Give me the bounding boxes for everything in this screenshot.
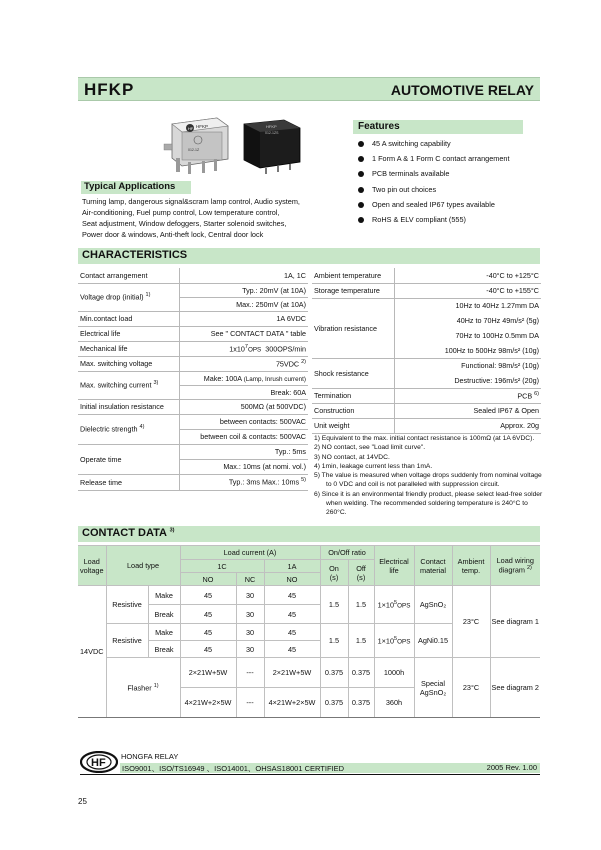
on-cell: 0.375 — [320, 688, 348, 718]
header-nc: NC — [236, 573, 264, 586]
header-on: On (s) — [320, 560, 348, 586]
load-voltage-cell: 14VDC — [78, 586, 106, 718]
current-nc-cell: --- — [236, 688, 264, 718]
contact-data-title: CONTACT DATA $^{3)}$ — [82, 527, 175, 539]
header-load-type: Load type — [106, 546, 180, 586]
row-value: -40°C to +155°C — [394, 283, 541, 298]
off-cell: 1.5 — [348, 586, 374, 624]
row-value: 1A 6VDC — [179, 311, 308, 326]
bullet-icon — [358, 187, 364, 193]
row-label: Vibration resistance — [312, 298, 394, 358]
current-no-cell: 4×21W+2×5W — [180, 688, 236, 718]
current-nc-cell: 30 — [236, 586, 264, 605]
header-electrical-life: Electrical life — [374, 546, 414, 586]
bullet-icon — [358, 156, 364, 162]
diagram-cell: See diagram 2 — [490, 658, 540, 718]
relay1-part: 012-1Z — [188, 148, 200, 152]
current-no1a-cell: 45 — [264, 624, 320, 641]
current-nc-cell: --- — [236, 658, 264, 688]
off-cell: 1.5 — [348, 624, 374, 658]
note-item: 6) Since it is an environmental friendly product, please select lead-free solder when welding. The recommended soldering temperature is 240°C to 260°C. — [314, 490, 543, 517]
life-cell: $1\times 10^5OPS$ — [374, 586, 414, 624]
row-value: Max.: 10ms (at nomi. vol.) — [179, 459, 308, 474]
note-item: 4) 1min, leakage current less than 1mA. — [314, 462, 433, 470]
load-subtype-cell: Make — [148, 586, 180, 605]
feature-item: Two pin out choices — [358, 184, 543, 199]
characteristics-table-left — [78, 268, 308, 491]
row-value: Functional: 98m/s² (10g) — [461, 361, 539, 371]
current-no-cell: 45 — [180, 641, 236, 658]
bullet-icon — [358, 202, 364, 208]
material-cell: AgSnO₂ — [414, 586, 452, 624]
off-cell: 0.375 — [348, 658, 374, 688]
row-label: Shock resistance — [312, 358, 394, 388]
header-1c: 1C — [180, 560, 264, 573]
row-label: Ambient temperature — [312, 268, 394, 283]
temp-cell: 23°C — [452, 586, 490, 658]
row-value: 1A, 1C — [179, 268, 308, 283]
header-onoff: On/Off ratio — [320, 546, 374, 560]
material-cell: AgNi0.15 — [414, 624, 452, 658]
logo-text: HF — [91, 757, 106, 769]
row-label: Initial insulation resistance — [78, 399, 179, 414]
row-value: Max.: 250mV (at 10A) — [179, 297, 308, 311]
title-bar — [78, 77, 540, 101]
material-cell: Special AgSnO₂ — [414, 658, 452, 718]
row-label: Mechanical life — [78, 341, 179, 356]
feature-item: 45 A switching capability — [358, 138, 543, 153]
row-value: between contacts: 500VAC — [179, 414, 308, 429]
model-title: HFKP — [84, 80, 135, 99]
characteristics-title: CHARACTERISTICS — [82, 249, 188, 261]
row-value: Approx. 20g — [394, 418, 541, 433]
current-no-cell: 2×21W+5W — [180, 658, 236, 688]
load-subtype-cell: Make — [148, 624, 180, 641]
header-load-voltage: Load voltage — [78, 546, 106, 586]
life-cell: $1\times 10^5OPS$ — [374, 624, 414, 658]
characteristics-notes — [314, 434, 544, 518]
row-value: between coil & contacts: 500VAC — [179, 429, 308, 444]
current-no1a-cell: 45 — [264, 641, 320, 658]
current-no1a-cell: 45 — [264, 586, 320, 605]
row-label: Min.contact load — [78, 311, 179, 326]
current-no1a-cell: 4×21W+2×5W — [264, 688, 320, 718]
row-label: Contact arrangement — [78, 268, 179, 283]
hongfa-logo — [80, 751, 118, 773]
relay2-brand: HFKP — [266, 124, 277, 129]
applications-line: Seat adjustment, Window defoggers, Starter solenoid switches, — [82, 219, 287, 228]
header-load-wiring: Load wiring diagram $^{2)}$ — [490, 546, 540, 586]
contact-data-table — [78, 545, 540, 718]
on-cell: 0.375 — [320, 658, 348, 688]
footer-divider — [80, 774, 540, 775]
current-no1a-cell: 45 — [264, 605, 320, 624]
current-nc-cell: 30 — [236, 624, 264, 641]
load-type-cell: Resistive — [106, 586, 148, 624]
row-value: 500MΩ (at 500VDC) — [179, 399, 308, 414]
features-header — [353, 120, 523, 134]
current-no1a-cell: 2×21W+5W — [264, 658, 320, 688]
row-value: PCB $^{6)}$ — [394, 388, 541, 403]
load-type-cell: Flasher $^{1)}$ — [106, 658, 180, 718]
feature-item: RoHS & ELV compliant (555) — [358, 214, 543, 229]
feature-item: PCB terminals available — [358, 168, 543, 183]
life-cell: 360h — [374, 688, 414, 718]
header-contact-material: Contact material — [414, 546, 452, 586]
note-item: 3) NO contact, at 14VDC. — [314, 453, 390, 461]
row-value: Typ.: 20mV (at 10A) — [179, 283, 308, 297]
row-value: Make: 100A (Lamp, Inrush current) — [179, 371, 308, 385]
row-label: Max. switching current $^{3)}$ — [78, 371, 179, 399]
row-label: Storage temperature — [312, 283, 394, 298]
row-value: 40Hz to 70Hz 49m/s² (5g) — [456, 316, 539, 325]
row-value: Typ.: 3ms Max.: 10ms $^{5)}$ — [179, 474, 308, 490]
applications-header — [81, 181, 191, 194]
row-value: 100Hz to 500Hz 98m/s² (10g) — [394, 343, 541, 358]
row-label: Release time — [78, 474, 179, 490]
header-load-current: Load current (A) — [180, 546, 320, 560]
row-value: Sealed IP67 & Open — [394, 403, 541, 418]
row-label: Operate time — [78, 444, 179, 474]
temp-cell: 23°C — [452, 658, 490, 718]
row-value: Break: 60A — [179, 385, 308, 399]
current-no-cell: 45 — [180, 605, 236, 624]
applications-title: Typical Applications — [84, 181, 176, 192]
row-label: Termination — [312, 388, 394, 403]
current-nc-cell: 30 — [236, 641, 264, 658]
diagram-cell: See diagram 1 — [490, 586, 540, 658]
note-item: 5) The value is measured when voltage drops suddenly from nominal voltage to 0 VDC and coil is not paralleled with suppression circuit. — [314, 472, 542, 489]
revision: 2005 Rev. 1.00 — [486, 763, 537, 772]
row-value: 10Hz to 40Hz 1.27mm DA — [455, 301, 539, 311]
certifications: ISO9001、ISO/TS16949 、ISO14001、OHSAS18001 CERTIFIED — [122, 764, 345, 773]
current-no-cell: 45 — [180, 586, 236, 605]
features-title: Features — [358, 121, 400, 132]
bullet-icon — [358, 217, 364, 223]
feature-item: 1 Form A & 1 Form C contact arrangement — [358, 153, 543, 168]
header-no-1a: NO — [264, 573, 320, 586]
relay2-part: 012-1ZS — [265, 131, 279, 135]
row-value: Destructive: 196m/s² (20g) — [394, 373, 541, 388]
characteristics-header — [78, 248, 540, 264]
footer-bar — [120, 763, 540, 773]
row-value: 75VDC $^{2)}$ — [179, 356, 308, 371]
row-label: Dielectric strength $^{4)}$ — [78, 414, 179, 444]
feature-item: Open and sealed IP67 types available — [358, 199, 543, 214]
features-list — [358, 138, 543, 229]
product-photo — [162, 114, 312, 176]
applications-line: Power door & windows, Anti-theft lock, Central door lock — [82, 230, 264, 239]
company-name: HONGFA RELAY — [121, 752, 179, 761]
applications-line: Air-conditioning, Fuel pump control, Low temperature control, — [82, 208, 280, 217]
applications-line: Turning lamp, dangerous signal&scram lamp control, Audio system, — [82, 197, 300, 206]
load-subtype-cell: Break — [148, 605, 180, 624]
row-value: $1x10^7OPS$ 300OPS/min — [179, 341, 308, 356]
row-label: Voltage drop (initial) $^{1)}$ — [78, 283, 179, 311]
header-off: Off (s) — [348, 560, 374, 586]
bullet-icon — [358, 141, 364, 147]
row-label: Electrical life — [78, 326, 179, 341]
on-cell: 1.5 — [320, 624, 348, 658]
life-cell: 1000h — [374, 658, 414, 688]
load-subtype-cell: Break — [148, 641, 180, 658]
current-nc-cell: 30 — [236, 605, 264, 624]
row-value: Typ.: 5ms — [179, 444, 308, 459]
header-ambient-temp: Ambient temp. — [452, 546, 490, 586]
header-1a: 1A — [264, 560, 320, 573]
row-value: 70Hz to 100Hz 0.5mm DA — [455, 331, 539, 340]
row-label: Construction — [312, 403, 394, 418]
off-cell: 0.375 — [348, 688, 374, 718]
category-title: AUTOMOTIVE RELAY — [390, 82, 534, 98]
contact-data-header — [78, 526, 540, 542]
characteristics-table-right — [312, 268, 541, 434]
note-item: 1) Equivalent to the max. initial contact resistance is 100mΩ (at 1A 6VDC). — [314, 435, 535, 442]
row-label: Max. switching voltage — [78, 356, 179, 371]
load-type-cell: Resistive — [106, 624, 148, 658]
bullet-icon — [358, 171, 364, 177]
applications-text — [82, 196, 347, 240]
on-cell: 1.5 — [320, 586, 348, 624]
relay1-brand: HF — [188, 126, 194, 131]
current-no-cell: 45 — [180, 624, 236, 641]
note-item: 2) NO contact, see "Load limit curve". — [314, 444, 426, 452]
row-value: -40°C to +125°C — [394, 268, 541, 283]
row-value: See " CONTACT DATA " table — [179, 326, 308, 341]
row-label: Unit weight — [312, 418, 394, 433]
page-number: 25 — [78, 797, 87, 806]
relay1-model: HFKP — [196, 124, 209, 129]
header-no: NO — [180, 573, 236, 586]
